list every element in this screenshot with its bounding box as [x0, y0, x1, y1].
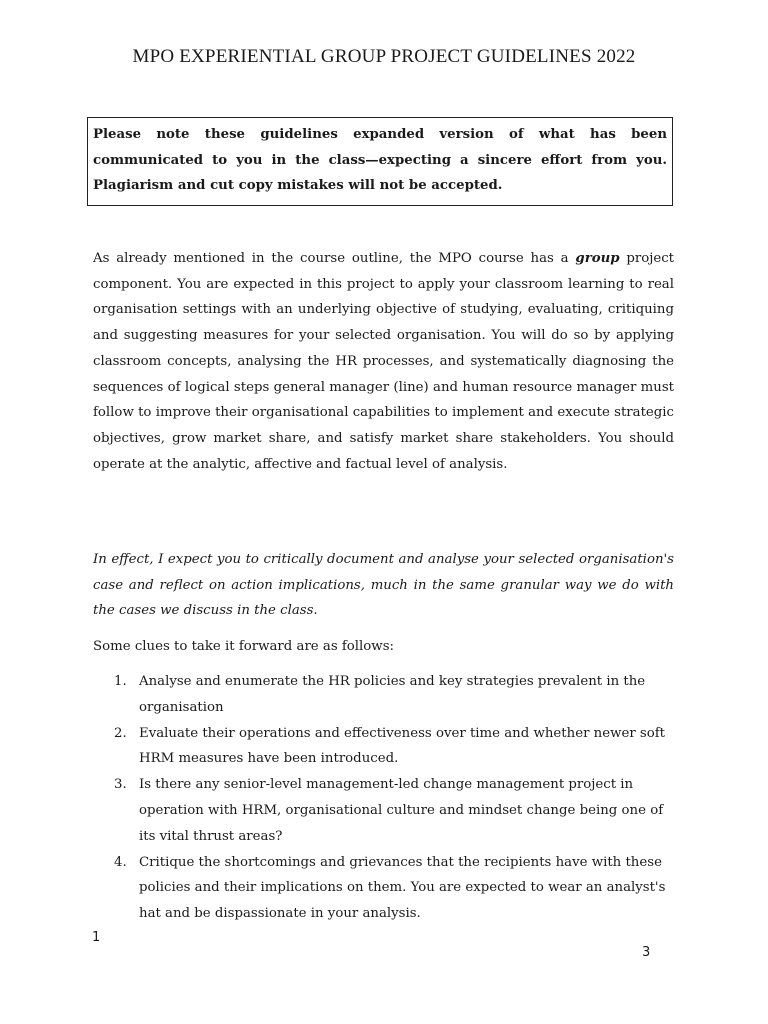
- list-text: Critique the shortcomings and grievances that the recipients have with these policies and their implications on them. You are expected to wear an analyst's hat and be dispassionate in your analysis.: [139, 854, 666, 922]
- list-item: [110, 772, 674, 849]
- notice-box: Please note these guidelines expanded version of what has been communicated to you in the class—expecting a sincere effort from you. Plagiarism and cut copy mistakes will not be accepted.: [87, 117, 673, 206]
- list-number: 1.: [114, 674, 127, 689]
- clues-intro: Some clues to take it forward are as follows:: [93, 639, 394, 654]
- page-number: 3: [642, 945, 651, 960]
- list-number: 2.: [114, 725, 127, 741]
- emphasis-group: group: [575, 251, 620, 266]
- footnote-number: 1: [92, 930, 101, 945]
- list-item: [110, 721, 674, 773]
- expectation-paragraph: In effect, I expect you to critically document and analyse your selected organisation's case and reflect on action implications, much in the same granular way we do with the cases we discuss in the class.: [93, 552, 674, 619]
- list-item: [110, 669, 674, 721]
- intro-paragraph: [93, 246, 674, 477]
- list-item: [110, 850, 674, 927]
- document-title: MPO EXPERIENTIAL GROUP PROJECT GUIDELINES 2022: [132, 46, 636, 67]
- clues-list: [110, 669, 674, 927]
- list-text: Is there any senior-level management-led change management project in operation with HRM, organisational culture and mindset change being one of its vital thrust areas?: [139, 777, 664, 844]
- list-number: 3.: [114, 777, 127, 793]
- list-number: 4.: [114, 854, 127, 870]
- list-text: Analyse and enumerate the HR policies and key strategies prevalent in the organisation: [139, 674, 646, 715]
- intro-text-rest: project component. You are expected in this project to apply your classroom learning to real organisation settings with an underlying objective of studying, evaluating, critiquing and suggesting measures for your selected organisation. You will do so by applying classroom concepts, analysing the HR processes, and systematically diagnosing the sequences of logical steps general manager (line) and human resource manager must follow to improve their organisational capabilities to implement and execute strategic objectives, grow market share, and satisfy market share stakeholders. You should operate at the analytic, affective and factual level of analysis.: [93, 251, 674, 472]
- list-text: Evaluate their operations and effectiveness over time and whether newer soft HRM measures have been introduced.: [139, 725, 666, 767]
- intro-text-start: As already mentioned in the course outline, the MPO course has a: [93, 251, 576, 266]
